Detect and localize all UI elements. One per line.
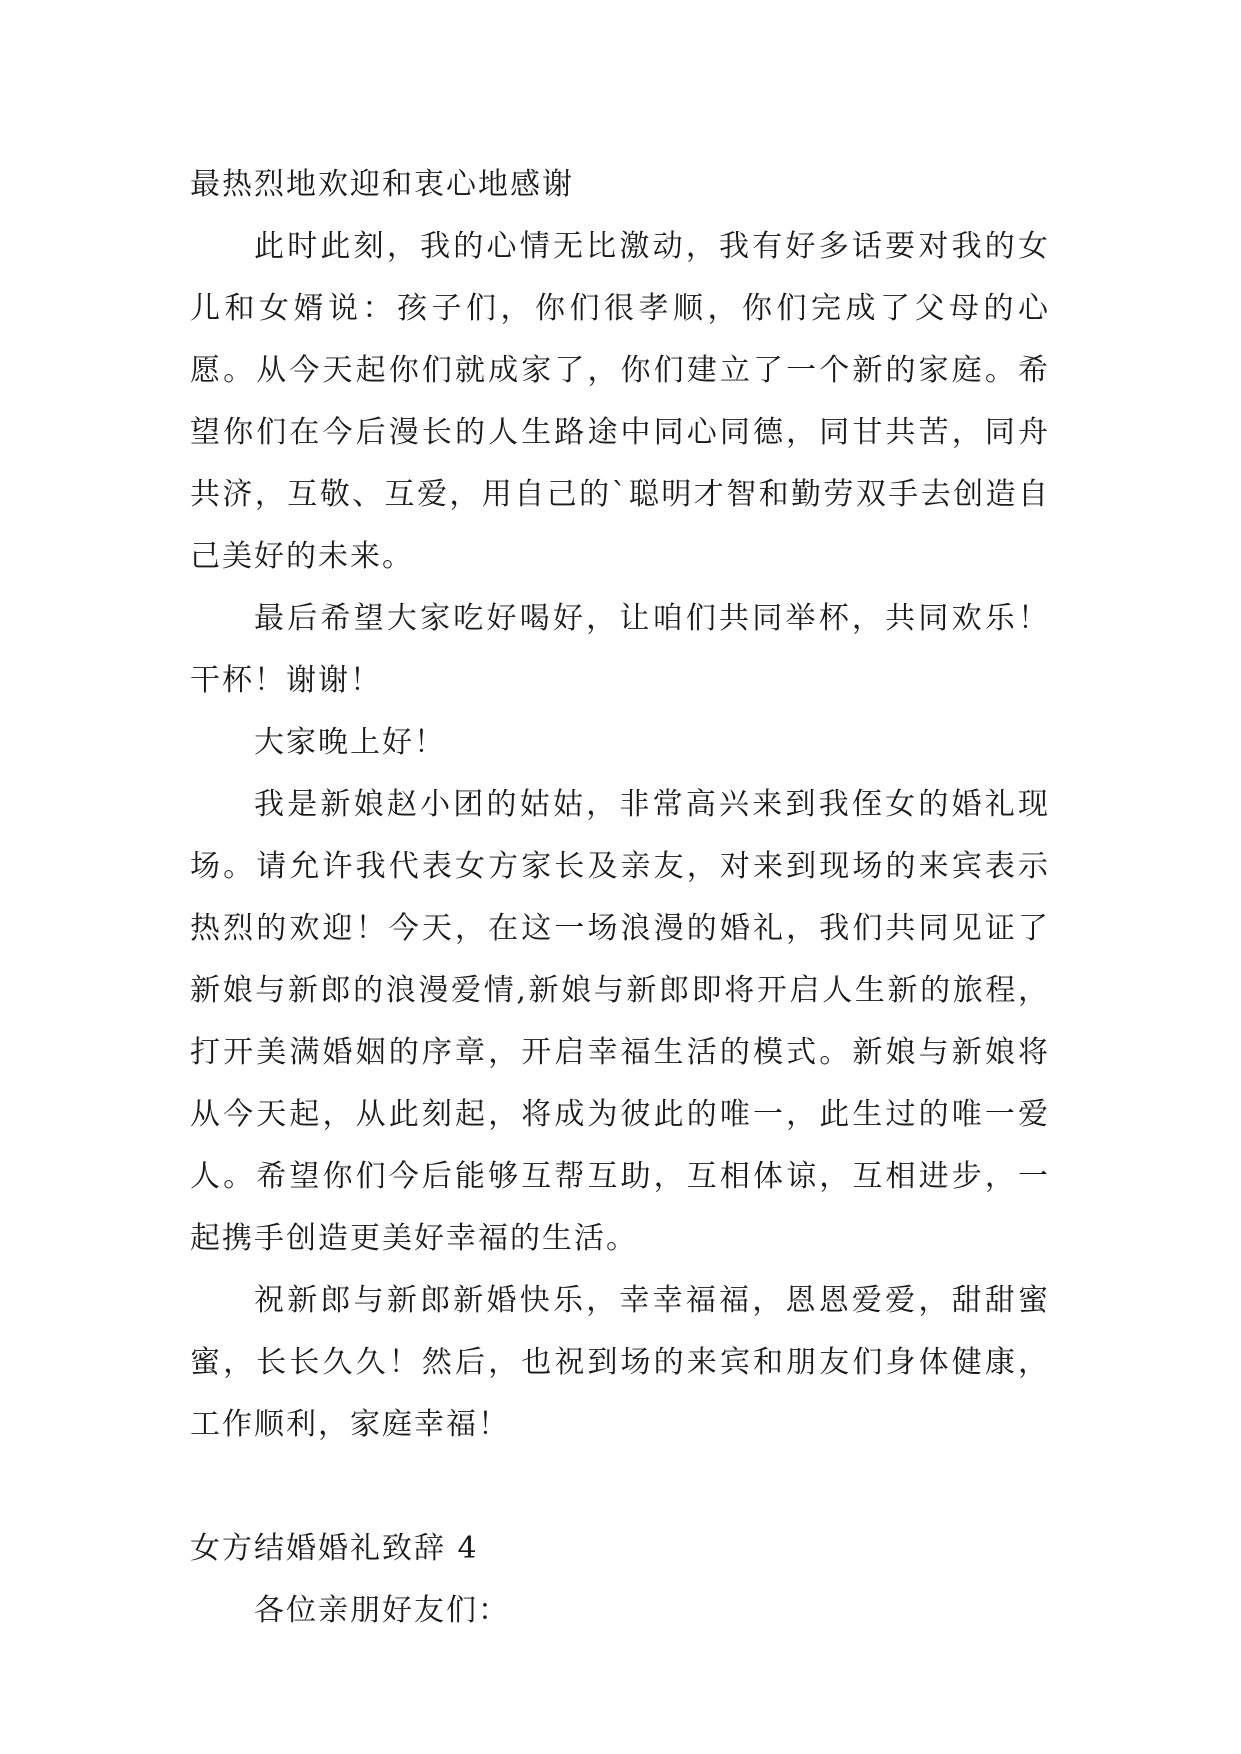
document-top-line: [190, 154, 1050, 216]
document-body: [190, 216, 1050, 1642]
section-heading: 女方结婚婚礼致辞 4: [190, 1531, 479, 1566]
section-salutation: 各位亲朋好友们：: [254, 1593, 510, 1628]
paragraph-greeting: 大家晚上好！: [254, 725, 446, 760]
paragraph-blessing: 祝新郎与新郎新婚快乐，幸幸福福，恩恩爱爱，甜甜蜜蜜，长长久久！然后，也祝到场的来宾和朋友们身体健康，工作顺利，家庭幸福！: [190, 1283, 1050, 1442]
paragraph-parents-speech: 此时此刻，我的心情无比激动，我有好多话要对我的女儿和女婿说：孩子们，你们很孝顺，你们完成了父母的心愿。从今天起你们就成家了，你们建立了一个新的家庭。希望你们在今后漫长的人生路途中同心同德，同甘共苦，同舟共济，互敬、互爱，用自己的`聪明才智和勤劳双手去创造自己美好的未来。: [190, 229, 1050, 574]
paragraph-toast: 最后希望大家吃好喝好，让咱们共同举杯，共同欢乐！干杯！谢谢！: [190, 601, 1050, 698]
section-spacer: [190, 1456, 1050, 1518]
paragraph-aunt-speech: 我是新娘赵小团的姑姑，非常高兴来到我侄女的婚礼现场。请允许我代表女方家长及亲友，对来到现场的来宾表示热烈的欢迎！今天，在这一场浪漫的婚礼，我们共同见证了新娘与新郎的浪漫爱情,新娘与新郎即将开启人生新的旅程，打开美满婚姻的序章，开启幸福生活的模式。新娘与新娘将从今天起，从此刻起，将成为彼此的唯一，此生过的唯一爱人。希望你们今后能够互帮互助，互相体谅，互相进步，一起携手创造更美好幸福的生活。: [190, 787, 1050, 1256]
top-line-text: 最热烈地欢迎和衷心地感谢: [190, 167, 574, 202]
